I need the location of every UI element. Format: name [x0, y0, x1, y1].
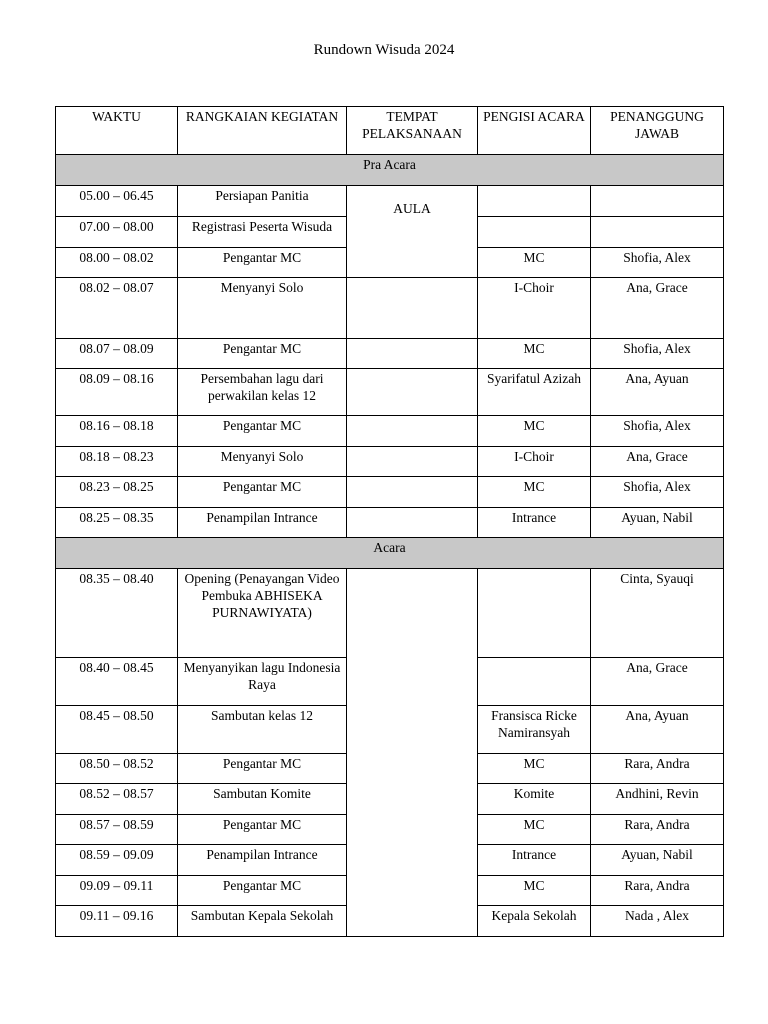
cell-pengisi: MC: [478, 754, 591, 784]
section-row: [56, 155, 724, 186]
table-row: [56, 339, 724, 369]
section-pra-acara: Pra Acara: [56, 155, 724, 186]
cell-kegiatan: Opening (Penayangan Video Pembuka ABHISEKA PURNAWIYATA): [178, 569, 347, 658]
cell-pj: Rara, Andra: [591, 876, 724, 906]
cell-pengisi: MC: [478, 339, 591, 369]
cell-waktu: 09.09 – 09.11: [56, 876, 178, 906]
cell-waktu: 08.00 – 08.02: [56, 248, 178, 278]
section-acara: Acara: [56, 538, 724, 569]
cell-pj: Ana, Grace: [591, 447, 724, 477]
cell-waktu: 08.50 – 08.52: [56, 754, 178, 784]
cell-kegiatan: Menyanyi Solo: [178, 278, 347, 339]
cell-tempat: [347, 416, 478, 447]
cell-tempat: [347, 508, 478, 538]
cell-kegiatan: Persembahan lagu dari perwakilan kelas 12: [178, 369, 347, 416]
cell-kegiatan: Sambutan Komite: [178, 784, 347, 815]
cell-tempat: [347, 369, 478, 416]
cell-kegiatan: Penampilan Intrance: [178, 508, 347, 538]
section-row: [56, 538, 724, 569]
cell-pj: Cinta, Syauqi: [591, 569, 724, 658]
cell-kegiatan: Registrasi Peserta Wisuda: [178, 217, 347, 248]
cell-kegiatan: Menyanyikan lagu Indonesia Raya: [178, 658, 347, 706]
cell-kegiatan: Penampilan Intrance: [178, 845, 347, 876]
cell-tempat: [347, 278, 478, 339]
cell-pengisi: [478, 217, 591, 248]
cell-pj: Shofia, Alex: [591, 416, 724, 447]
cell-waktu: 08.16 – 08.18: [56, 416, 178, 447]
table-row: [56, 569, 724, 658]
cell-pj: [591, 217, 724, 248]
table-row: [56, 508, 724, 538]
table-row: [56, 186, 724, 217]
cell-pengisi: Syarifatul Azizah: [478, 369, 591, 416]
cell-pengisi: Fransisca Ricke Namiransyah: [478, 706, 591, 754]
cell-kegiatan: Sambutan Kepala Sekolah: [178, 906, 347, 937]
cell-pengisi: MC: [478, 248, 591, 278]
table-row: [56, 477, 724, 508]
cell-tempat: [347, 339, 478, 369]
cell-waktu: 08.25 – 08.35: [56, 508, 178, 538]
rundown-table: [55, 106, 724, 937]
cell-pengisi: [478, 186, 591, 217]
cell-pengisi: I-Choir: [478, 447, 591, 477]
cell-waktu: 09.11 – 09.16: [56, 906, 178, 937]
cell-pengisi: MC: [478, 876, 591, 906]
cell-pengisi: MC: [478, 477, 591, 508]
cell-kegiatan: Persiapan Panitia: [178, 186, 347, 217]
cell-pj: Nada , Alex: [591, 906, 724, 937]
cell-pj: Ana, Ayuan: [591, 369, 724, 416]
cell-waktu: 08.59 – 09.09: [56, 845, 178, 876]
cell-pj: Shofia, Alex: [591, 248, 724, 278]
cell-waktu: 08.57 – 08.59: [56, 815, 178, 845]
cell-tempat-aula: AULA: [347, 186, 478, 278]
cell-pengisi: [478, 569, 591, 658]
cell-waktu: 08.07 – 08.09: [56, 339, 178, 369]
cell-pengisi: I-Choir: [478, 278, 591, 339]
header-waktu: WAKTU: [56, 107, 178, 155]
cell-kegiatan: Pengantar MC: [178, 248, 347, 278]
cell-pj: Ana, Grace: [591, 658, 724, 706]
header-kegiatan: RANGKAIAN KEGIATAN: [178, 107, 347, 155]
cell-waktu: 08.40 – 08.45: [56, 658, 178, 706]
table-row: [56, 416, 724, 447]
cell-pengisi: Intrance: [478, 508, 591, 538]
cell-tempat: [347, 477, 478, 508]
header-pengisi: PENGISI ACARA: [478, 107, 591, 155]
cell-kegiatan: Pengantar MC: [178, 477, 347, 508]
cell-pj: Ayuan, Nabil: [591, 845, 724, 876]
table-row: [56, 447, 724, 477]
document-title: Rundown Wisuda 2024: [313, 42, 455, 58]
cell-kegiatan: Pengantar MC: [178, 754, 347, 784]
cell-waktu: 08.09 – 08.16: [56, 369, 178, 416]
cell-pj: Ayuan, Nabil: [591, 508, 724, 538]
header-tempat: TEMPAT PELAKSANAAN: [347, 107, 478, 155]
cell-pengisi: Intrance: [478, 845, 591, 876]
cell-pengisi: MC: [478, 416, 591, 447]
cell-tempat: [347, 447, 478, 477]
cell-tempat: [347, 569, 478, 937]
cell-kegiatan: Sambutan kelas 12: [178, 706, 347, 754]
cell-waktu: 05.00 – 06.45: [56, 186, 178, 217]
cell-kegiatan: Pengantar MC: [178, 815, 347, 845]
cell-waktu: 08.18 – 08.23: [56, 447, 178, 477]
cell-pj: Rara, Andra: [591, 815, 724, 845]
cell-kegiatan: Pengantar MC: [178, 339, 347, 369]
cell-pengisi: Komite: [478, 784, 591, 815]
cell-pj: Shofia, Alex: [591, 339, 724, 369]
cell-waktu: 08.52 – 08.57: [56, 784, 178, 815]
cell-kegiatan: Pengantar MC: [178, 416, 347, 447]
cell-pj: [591, 186, 724, 217]
cell-kegiatan: Pengantar MC: [178, 876, 347, 906]
cell-pj: Ana, Grace: [591, 278, 724, 339]
table-row: [56, 278, 724, 339]
cell-kegiatan: Menyanyi Solo: [178, 447, 347, 477]
cell-waktu: 08.35 – 08.40: [56, 569, 178, 658]
header-row: [56, 107, 724, 155]
cell-pengisi: [478, 658, 591, 706]
cell-waktu: 08.02 – 08.07: [56, 278, 178, 339]
cell-pj: Ana, Ayuan: [591, 706, 724, 754]
cell-waktu: 08.23 – 08.25: [56, 477, 178, 508]
table-row: [56, 369, 724, 416]
cell-pj: Andhini, Revin: [591, 784, 724, 815]
cell-waktu: 08.45 – 08.50: [56, 706, 178, 754]
cell-pj: Shofia, Alex: [591, 477, 724, 508]
header-pj: PENANGGUNG JAWAB: [591, 107, 724, 155]
cell-pengisi: MC: [478, 815, 591, 845]
cell-pengisi: Kepala Sekolah: [478, 906, 591, 937]
cell-waktu: 07.00 – 08.00: [56, 217, 178, 248]
cell-pj: Rara, Andra: [591, 754, 724, 784]
